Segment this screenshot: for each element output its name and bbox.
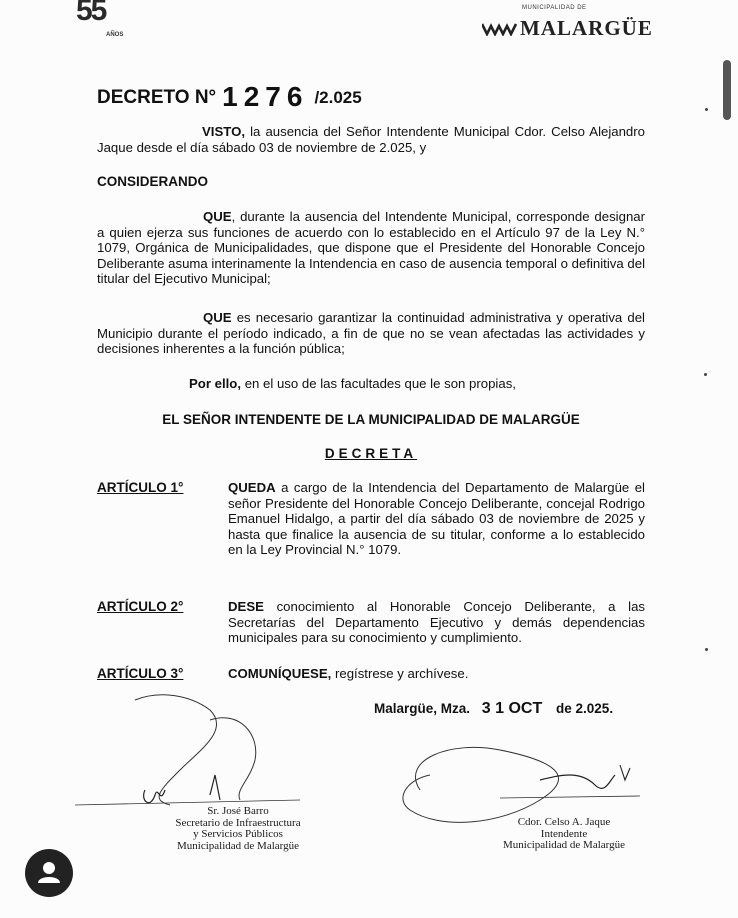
article-3-label: ARTÍCULO 3°: [97, 666, 184, 681]
signature-right-org: Municipalidad de Malargüe: [503, 839, 625, 851]
visto-paragraph: [97, 124, 645, 155]
article-3-body: regístrese y archívese.: [331, 666, 469, 681]
article-1-label: ARTÍCULO 1°: [97, 480, 184, 495]
decree-number: 1276: [222, 81, 309, 112]
profile-avatar-button[interactable]: [25, 849, 73, 897]
municipality-small-label: MUNICIPALIDAD DE: [522, 5, 587, 11]
que-paragraph-2: [97, 310, 645, 357]
date-place: Malargüe, Mza.: [374, 701, 471, 716]
decree-year: /2.025: [314, 88, 362, 107]
signature-left: [168, 806, 308, 852]
margin-dot: [705, 648, 708, 651]
scrollbar-thumb[interactable]: [723, 60, 731, 120]
signature-left-org: Municipalidad de Malargüe: [177, 839, 299, 852]
anniversary-label: AÑOS: [106, 32, 124, 38]
por-ello-text: en el uso de las facultades que le son propias,: [241, 376, 516, 391]
considerando-heading: CONSIDERANDO: [97, 174, 209, 189]
signature-left-role2: y Servicios Públicos: [193, 828, 283, 840]
decree-prefix: DECRETO N°: [97, 87, 217, 108]
visto-lead: VISTO,: [202, 124, 245, 139]
municipality-logo-icon: [482, 20, 518, 36]
que1-lead: QUE: [203, 209, 232, 224]
decree-title: [97, 78, 362, 110]
authority-heading: EL SEÑOR INTENDENTE DE LA MUNICIPALIDAD DE MALARGÜE: [162, 412, 580, 427]
margin-dot: [704, 373, 707, 376]
decreta-heading: DECRETA: [324, 446, 418, 461]
visto-text: la ausencia del Señor Intendente Municipal Cdor. Celso Alejandro Jaque desde el día sábado 03 de noviembre de 2.025, y: [97, 124, 645, 155]
municipality-name: MALARGÜE: [520, 16, 653, 40]
article-2-lead: DESE: [228, 599, 264, 614]
signature-left-role1: Secretario de Infraestructura: [175, 816, 301, 829]
article-1-lead: QUEDA: [228, 480, 276, 495]
article-2-label: ARTÍCULO 2°: [97, 599, 184, 614]
que-paragraph-1: [97, 209, 645, 287]
article-2-text: [228, 599, 645, 646]
signature-right-name: Cdor. Celso A. Jaque: [517, 816, 611, 828]
article-1-body: a cargo de la Intendencia del Departamento de Malargüe el señor Presidente del Honorable Concejo Deliberante, concejal Rodrigo Emanuel Hidalgo, a partir del día sábado 03 de noviembre de 2025 y hasta que finalice la ausencia de su titular, conforme a lo establecido en la Ley Provincial N.° 1079.: [228, 480, 645, 557]
anniversary-number: 55: [76, 0, 106, 27]
user-icon: [25, 849, 73, 897]
article-3-lead: COMUNÍQUESE,: [228, 666, 332, 681]
signature-right: [494, 817, 634, 852]
que2-text: es necesario garantizar la continuidad administrativa y operativa del Municipio durante el período indicado, a fin de que no se vean afectadas las actividades y decisiones inherentes a la función pública;: [97, 310, 645, 356]
anniversary-logo: [76, 0, 136, 46]
signature-right-role: Intendente: [540, 827, 588, 840]
por-ello-lead: Por ello,: [189, 376, 242, 391]
signature-left-name: Sr. José Barro: [207, 805, 269, 817]
date-stamp: 3 1 OCT: [481, 700, 543, 717]
article-1-text: [228, 480, 645, 558]
date-year: de 2.025.: [556, 701, 614, 716]
por-ello-paragraph: [97, 376, 645, 392]
margin-dot: [705, 108, 708, 111]
que2-lead: QUE: [203, 310, 232, 325]
article-2-body: conocimiento al Honorable Concejo Deliberante, a las Secretarías del Departamento Ejecutivo y demás dependencias municipales para su conocimiento y cumplimiento.: [228, 599, 645, 645]
que1-text: , durante la ausencia del Intendente Municipal, corresponde designar a quien ejerza sus funciones de acuerdo con lo establecido en el Artículo 97 de la Ley N.° 1079, Orgánica de Municipalidades, que dispone que el Presidente del Honorable Concejo Deliberante asuma interinamente la Intendencia en caso de ausencia temporal o definitiva del titular del Ejecutivo Municipal;: [97, 209, 645, 286]
